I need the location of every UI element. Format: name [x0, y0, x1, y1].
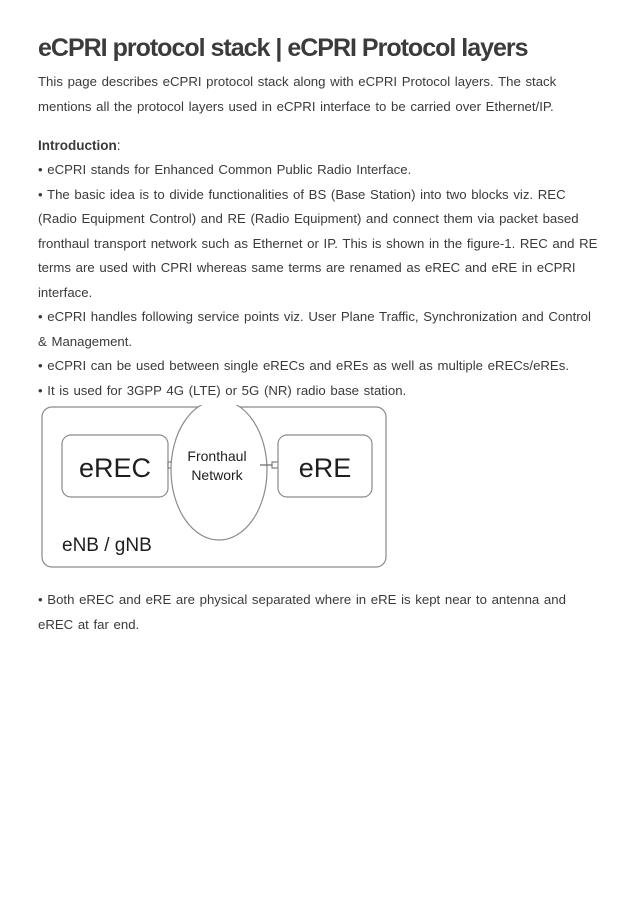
fronthaul-label-line1: Fronthaul — [187, 448, 247, 464]
introduction-heading-colon: : — [116, 138, 121, 153]
erec-label: eREC — [78, 453, 152, 483]
bullet-item: • It is used for 3GPP 4G (LTE) or 5G (NR) radio base station. — [38, 382, 407, 398]
bullet-item: • eCPRI can be used between single eRECs and eREs as well as multiple eRECs/eREs. — [38, 358, 569, 373]
introduction-bullet-list — [38, 158, 598, 403]
after-figure-paragraph: • Both eREC and eRE are physical separated where in eRE is kept near to antenna and eREC at far end. — [38, 592, 566, 632]
ere-port — [272, 462, 278, 468]
ecpri-architecture-figure — [38, 405, 390, 571]
introduction-heading — [38, 134, 598, 158]
bullet-item: • The basic idea is to divide functionalities of BS (Base Station) into two blocks viz. REC (Radio Equipment Control) and RE (Radio Equipment) and connect them via packet based fronthaul transport network such as Ethernet or IP. This is shown in the figure-1. REC and RE terms are used with CPRI whereas same terms are renamed as eREC and eRE in eCPRI interface. — [38, 186, 598, 300]
bullet-item: • eCPRI handles following service points viz. User Plane Traffic, Synchronization and Control & Management. — [38, 309, 591, 349]
intro-paragraph: This page describes eCPRI protocol stack along with eCPRI Protocol layers. The stack mentions all the protocol layers used in eCPRI interface to be carried over Ethernet/IP. — [38, 74, 557, 114]
ecpri-diagram — [38, 405, 390, 571]
fronthaul-label-line2: Network — [191, 467, 243, 483]
enb-gnb-label: eNB / gNB — [62, 535, 152, 556]
article — [38, 30, 598, 637]
bullet-item: • eCPRI stands for Enhanced Common Public Radio Interface. — [38, 162, 412, 177]
ere-label: eRE — [298, 453, 352, 483]
introduction-heading-label: Introduction — [38, 138, 117, 153]
page-title: eCPRI protocol stack | eCPRI Protocol layers — [38, 34, 528, 62]
